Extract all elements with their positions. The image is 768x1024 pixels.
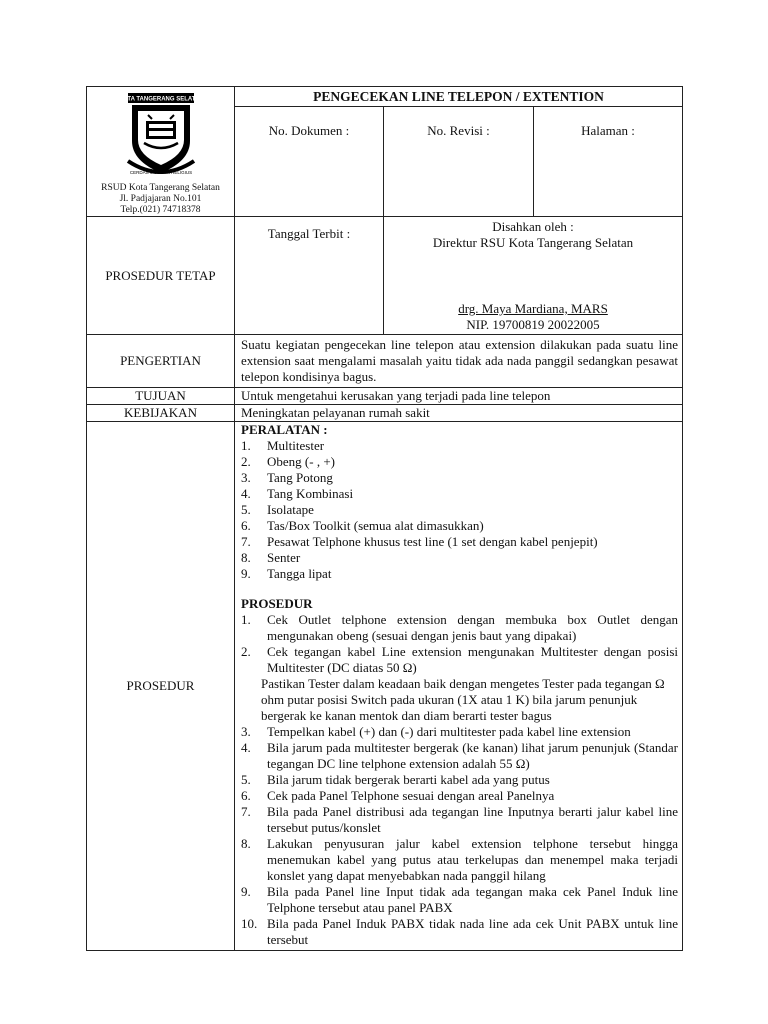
- pengertian-text: Suatu kegiatan pengecekan line telepon atau extension dilakukan pada suatu line extension saat mengalami masalah yaitu tidak ada nada panggil sedangkan pesawat telepon kondisinya bagus.: [235, 335, 683, 388]
- list-number: 9.: [241, 884, 251, 899]
- org-street: Jl. Padjajaran No.101: [119, 194, 202, 204]
- peralatan-heading: PERALATAN :: [241, 422, 328, 437]
- halaman-label: Halaman :: [534, 107, 683, 217]
- pengertian-label: PENGERTIAN: [87, 335, 235, 388]
- list-text: Cek pada Panel Telphone sesuai dengan areal Panelnya: [267, 788, 555, 803]
- approval-cell: [384, 217, 683, 335]
- list-number: 7.: [241, 804, 251, 819]
- list-item: 2. Cek tegangan kabel Line extension mengunakan Multitester dengan posisi Multitester (DC diatas 50 Ω): [241, 644, 679, 675]
- list-text: Bila pada Panel Induk PABX tidak nada line ada cek Unit PABX untuk line tersebut: [267, 916, 679, 947]
- tujuan-text: Untuk mengetahui kerusakan yang terjadi pada line telepon: [235, 388, 683, 405]
- list-number: 7.: [241, 534, 251, 549]
- list-item: [241, 534, 678, 550]
- list-item: [241, 916, 678, 948]
- list-number: 5.: [241, 502, 251, 517]
- list-item: [241, 788, 678, 804]
- list-item: [241, 804, 678, 836]
- city-emblem-logo: [122, 91, 200, 181]
- list-text: Multitester: [267, 438, 325, 453]
- list-item: [241, 884, 678, 916]
- org-phone: Telp.(021) 74718378: [120, 205, 201, 215]
- list-item: [241, 502, 678, 518]
- org-name: RSUD Kota Tangerang Selatan: [101, 183, 220, 193]
- list-item: [241, 740, 678, 772]
- direktur-label: Direktur RSU Kota Tangerang Selatan: [432, 235, 634, 250]
- logo-cell: [87, 87, 235, 217]
- list-item: [241, 486, 678, 502]
- document-title: PENGECEKAN LINE TELEPON / EXTENTION: [235, 87, 683, 107]
- peralatan-list: [241, 438, 678, 582]
- step-text: Cek tegangan kabel Line extension mengunakan Multitester dengan posisi Multitester (DC diatas 50 Ω): [267, 644, 679, 675]
- tujuan-label: TUJUAN: [87, 388, 235, 405]
- list-number: 5.: [241, 772, 251, 787]
- prosedur-steps-continued: [241, 724, 678, 948]
- signer-name: drg. Maya Mardiana, MARS: [458, 301, 608, 316]
- list-number: 9.: [241, 566, 251, 581]
- list-number: 3.: [241, 724, 251, 739]
- sop-form: [86, 86, 683, 951]
- list-number: 6.: [241, 788, 251, 803]
- list-item: [241, 518, 678, 534]
- list-text: Obeng (- , +): [267, 454, 335, 469]
- no-dokumen-label: No. Dokumen :: [235, 107, 384, 217]
- logo-text-bottom: CERDAS MODERN RELIGIUS: [129, 170, 192, 175]
- org-address: [87, 183, 234, 216]
- no-revisi-label: No. Revisi :: [384, 107, 534, 217]
- list-item: [241, 438, 678, 454]
- tanggal-terbit-label: Tanggal Terbit :: [235, 217, 384, 335]
- list-text: Bila jarum tidak bergerak berarti kabel ada yang putus: [267, 772, 550, 787]
- list-text: Lakukan penyusuran jalur kabel extension telphone tersebut hingga menemukan kabel yang putus atau terkelupas dan menempel maka terjadi konslet yang dapat menyebabkan nada panggil hilang: [267, 836, 679, 883]
- kebijakan-text: Meningkatan pelayanan rumah sakit: [235, 405, 683, 422]
- list-text: Isolatape: [267, 502, 314, 517]
- kebijakan-label: KEBIJAKAN: [87, 405, 235, 422]
- list-item: [241, 550, 678, 566]
- list-number: 10.: [241, 916, 258, 931]
- list-text: Pesawat Telphone khusus test line (1 set dengan kabel penjepit): [267, 534, 598, 549]
- prosedur-tetap-label: PROSEDUR TETAP: [87, 217, 235, 335]
- list-number: 4.: [241, 486, 251, 501]
- prosedur-heading: PROSEDUR: [241, 596, 313, 611]
- prosedur-label: PROSEDUR: [87, 422, 235, 951]
- list-text: Tas/Box Toolkit (semua alat dimasukkan): [267, 518, 484, 533]
- list-item: 1. Cek Outlet telphone extension dengan membuka box Outlet dengan mengunakan obeng (sesuai dengan jenis baut yang dipakai): [241, 612, 679, 643]
- list-number: 2.: [241, 454, 251, 469]
- list-text: Tang Potong: [267, 470, 333, 485]
- list-item: [241, 772, 678, 788]
- list-number: 4.: [241, 740, 251, 755]
- list-item: [241, 836, 678, 884]
- list-number: 8.: [241, 836, 251, 851]
- logo-text-top: KOTA TANGERANG SELATAN: [121, 96, 200, 103]
- list-text: Bila pada Panel distribusi ada tegangan line Inputnya berarti jalur kabel line tersebut putus/konslet: [267, 804, 679, 835]
- list-number: 1.: [241, 438, 251, 453]
- list-text: Tang Kombinasi: [267, 486, 354, 501]
- list-text: Tempelkan kabel (+) dan (-) dari multitester pada kabel line extension: [267, 724, 631, 739]
- prosedur-content: [235, 422, 683, 951]
- list-text: Senter: [267, 550, 301, 565]
- list-item: [241, 566, 678, 582]
- list-text: Bila pada Panel line Input tidak ada tegangan maka cek Panel Induk line Telphone tersebut atau panel PABX: [267, 884, 679, 915]
- list-number: 8.: [241, 550, 251, 565]
- list-text: Bila jarum pada multitester bergerak (ke kanan) lihat jarum penunjuk (Standar tegangan DC line telphone extension adalah 55 Ω): [267, 740, 679, 771]
- list-item: [241, 454, 678, 470]
- step-text: Cek Outlet telphone extension dengan membuka box Outlet dengan mengunakan obeng (sesuai dengan jenis baut yang dipakai): [267, 612, 679, 643]
- step-note: Pastikan Tester dalam keadaan baik dengan mengetes Tester pada tegangan Ω ohm putar posisi Switch pada ukuran (1X atau 1 K) bila jarum penunjuk bergerak ke kanan mentok dan diam berarti tester bagus: [261, 676, 665, 723]
- list-number: 6.: [241, 518, 251, 533]
- signer-nip: NIP. 19700819 20022005: [466, 317, 600, 332]
- list-number: 3.: [241, 470, 251, 485]
- list-text: Tangga lipat: [267, 566, 332, 581]
- prosedur-steps: [241, 612, 678, 676]
- disahkan-oleh-label: Disahkan oleh :: [492, 219, 574, 234]
- list-item: [241, 470, 678, 486]
- list-item: [241, 724, 678, 740]
